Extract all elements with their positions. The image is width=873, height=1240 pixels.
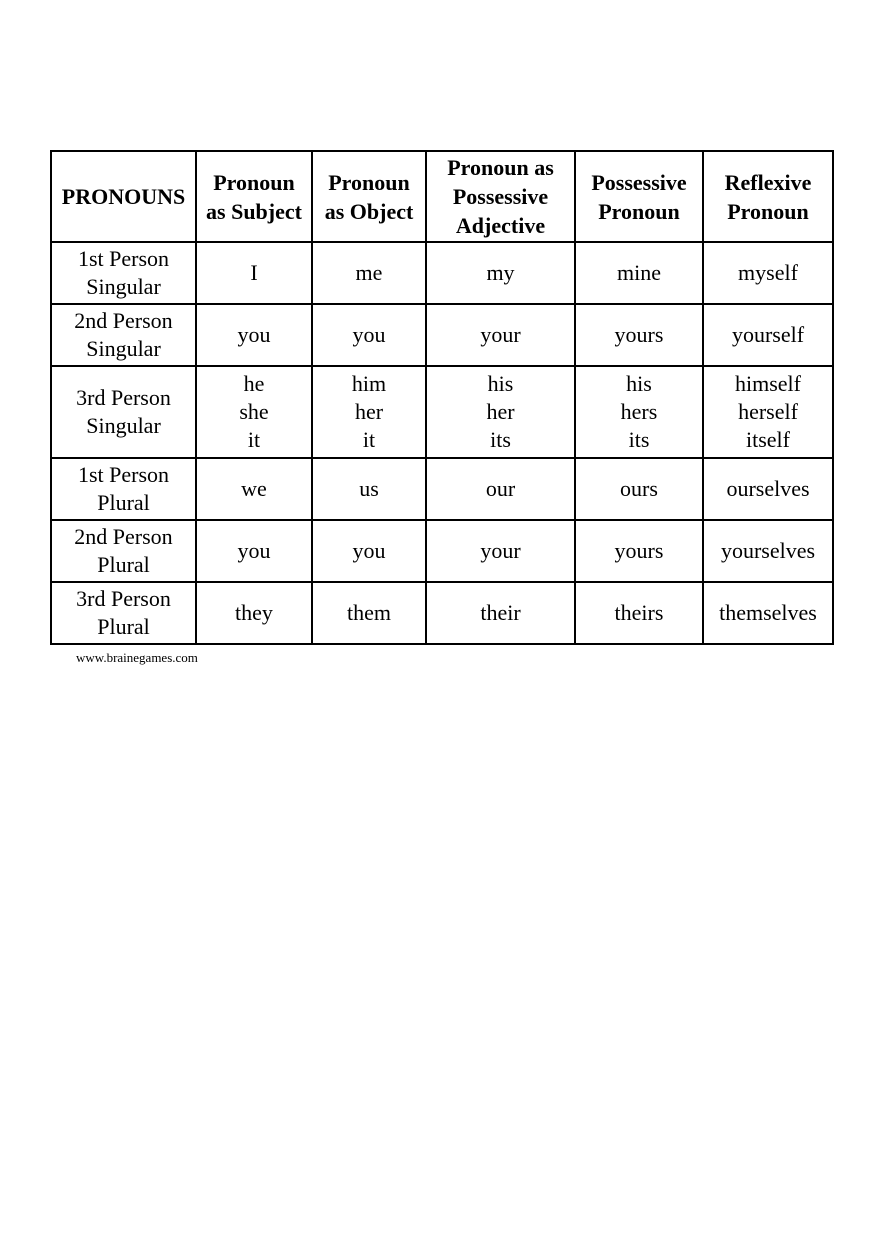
- table-row: [51, 520, 833, 582]
- pronoun-table: [50, 150, 834, 645]
- object-cell: them: [312, 582, 426, 644]
- header-row: [51, 151, 833, 242]
- header-possessive-pronoun: Possessive Pronoun: [575, 151, 703, 242]
- object-cell: you: [312, 520, 426, 582]
- possessive-pronoun-cell: mine: [575, 242, 703, 304]
- reflexive-pronoun-cell: yourself: [703, 304, 833, 366]
- possessive-adjective-cell: your: [426, 304, 575, 366]
- table-row: [51, 458, 833, 520]
- possessive-pronoun-cell: ours: [575, 458, 703, 520]
- possessive-adjective-cell: our: [426, 458, 575, 520]
- reflexive-pronoun-cell: themselves: [703, 582, 833, 644]
- possessive-adjective-cell: his her its: [426, 366, 575, 458]
- header-object: Pronoun as Object: [312, 151, 426, 242]
- header-pronouns: PRONOUNS: [51, 151, 196, 242]
- subject-cell: we: [196, 458, 312, 520]
- reflexive-pronoun-cell: ourselves: [703, 458, 833, 520]
- subject-cell: you: [196, 304, 312, 366]
- row-label-cell: 3rd Person Singular: [51, 366, 196, 458]
- reflexive-pronoun-cell: himself herself itself: [703, 366, 833, 458]
- object-cell: you: [312, 304, 426, 366]
- row-label-cell: 1st Person Plural: [51, 458, 196, 520]
- possessive-adjective-cell: their: [426, 582, 575, 644]
- subject-cell: I: [196, 242, 312, 304]
- table-row: [51, 366, 833, 458]
- possessive-pronoun-cell: yours: [575, 304, 703, 366]
- row-label-cell: 2nd Person Plural: [51, 520, 196, 582]
- possessive-pronoun-cell: yours: [575, 520, 703, 582]
- row-label-cell: 1st Person Singular: [51, 242, 196, 304]
- reflexive-pronoun-cell: myself: [703, 242, 833, 304]
- object-cell: me: [312, 242, 426, 304]
- table-row: [51, 582, 833, 644]
- header-reflexive-pronoun: Reflexive Pronoun: [703, 151, 833, 242]
- table-row: [51, 242, 833, 304]
- possessive-adjective-cell: your: [426, 520, 575, 582]
- reflexive-pronoun-cell: yourselves: [703, 520, 833, 582]
- object-cell: us: [312, 458, 426, 520]
- table-row: [51, 304, 833, 366]
- header-possessive-adjective: Pronoun as Possessive Adjective: [426, 151, 575, 242]
- footer-url: www.brainegames.com: [76, 650, 198, 665]
- subject-cell: you: [196, 520, 312, 582]
- header-subject: Pronoun as Subject: [196, 151, 312, 242]
- possessive-pronoun-cell: theirs: [575, 582, 703, 644]
- object-cell: him her it: [312, 366, 426, 458]
- row-label-cell: 2nd Person Singular: [51, 304, 196, 366]
- subject-cell: he she it: [196, 366, 312, 458]
- possessive-adjective-cell: my: [426, 242, 575, 304]
- possessive-pronoun-cell: his hers its: [575, 366, 703, 458]
- subject-cell: they: [196, 582, 312, 644]
- row-label-cell: 3rd Person Plural: [51, 582, 196, 644]
